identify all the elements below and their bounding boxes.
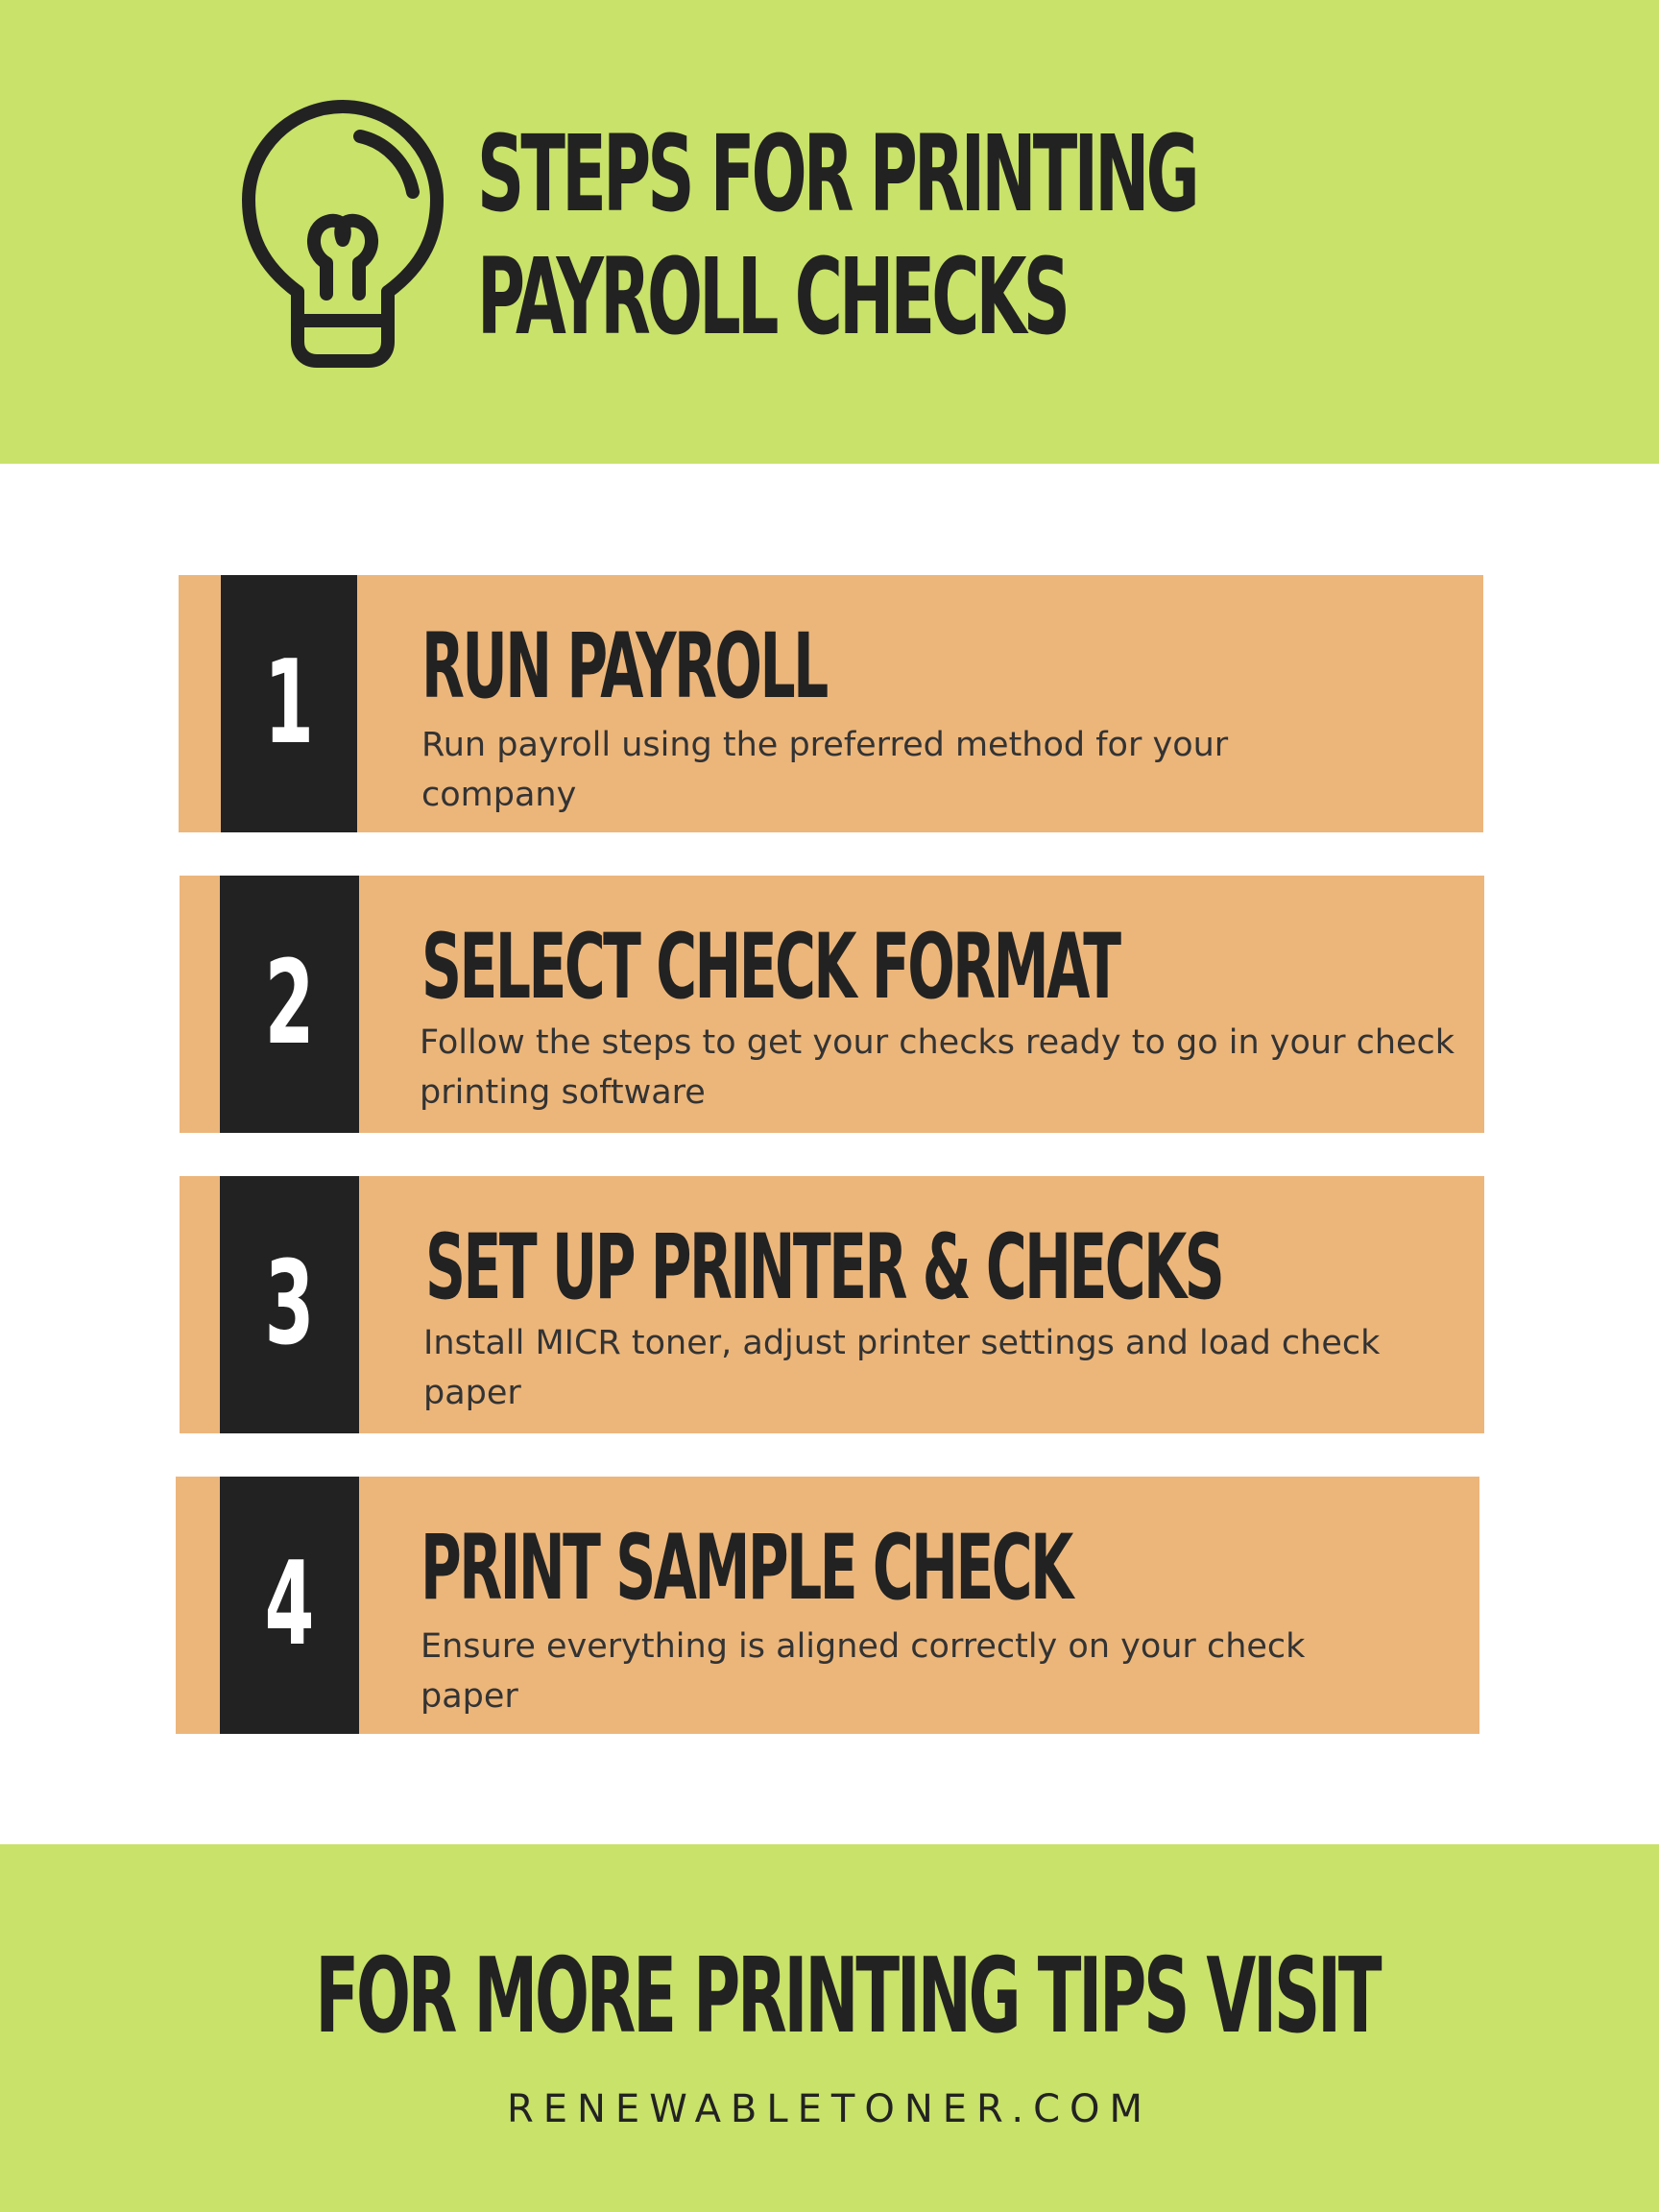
step-title: RUN PAYROLL (421, 614, 827, 719)
step-description: Ensure everything is aligned correctly on your check paper (421, 1627, 1306, 1716)
page-title-line1: STEPS FOR PRINTING (477, 112, 1196, 235)
step-number: 1 (264, 637, 314, 770)
step-number-block (221, 575, 357, 832)
step-card-3 (180, 1176, 1484, 1433)
step-title: PRINT SAMPLE CHECK (421, 1516, 1071, 1621)
step-description: Run payroll using the preferred method for your company (421, 726, 1229, 814)
step-title: SELECT CHECK FORMAT (421, 915, 1119, 1020)
header-banner (0, 0, 1659, 464)
footer-banner (0, 1844, 1659, 2212)
footer-title: FOR MORE PRINTING TIPS VISIT (315, 1936, 1380, 2056)
page-title (477, 113, 1196, 358)
step-number: 3 (264, 1238, 315, 1371)
page-title-line2: PAYROLL CHECKS (477, 234, 1068, 358)
footer-url: RENEWABLETONER.COM (506, 2087, 1153, 2131)
step-description: Follow the steps to get your checks ready to go in your check printing software (420, 1023, 1455, 1112)
step-card-2 (180, 876, 1484, 1133)
step-number: 2 (264, 937, 315, 1070)
step-description: Install MICR toner, adjust printer settings and load check paper (423, 1324, 1381, 1412)
step-number-block (220, 876, 359, 1133)
step-number-block (220, 1176, 359, 1433)
step-card-4 (176, 1477, 1479, 1734)
step-number: 4 (264, 1538, 315, 1671)
lightbulb-icon (242, 100, 444, 371)
step-card-1 (179, 575, 1483, 832)
step-number-block (220, 1477, 359, 1734)
step-title: SET UP PRINTER & CHECKS (425, 1215, 1223, 1320)
